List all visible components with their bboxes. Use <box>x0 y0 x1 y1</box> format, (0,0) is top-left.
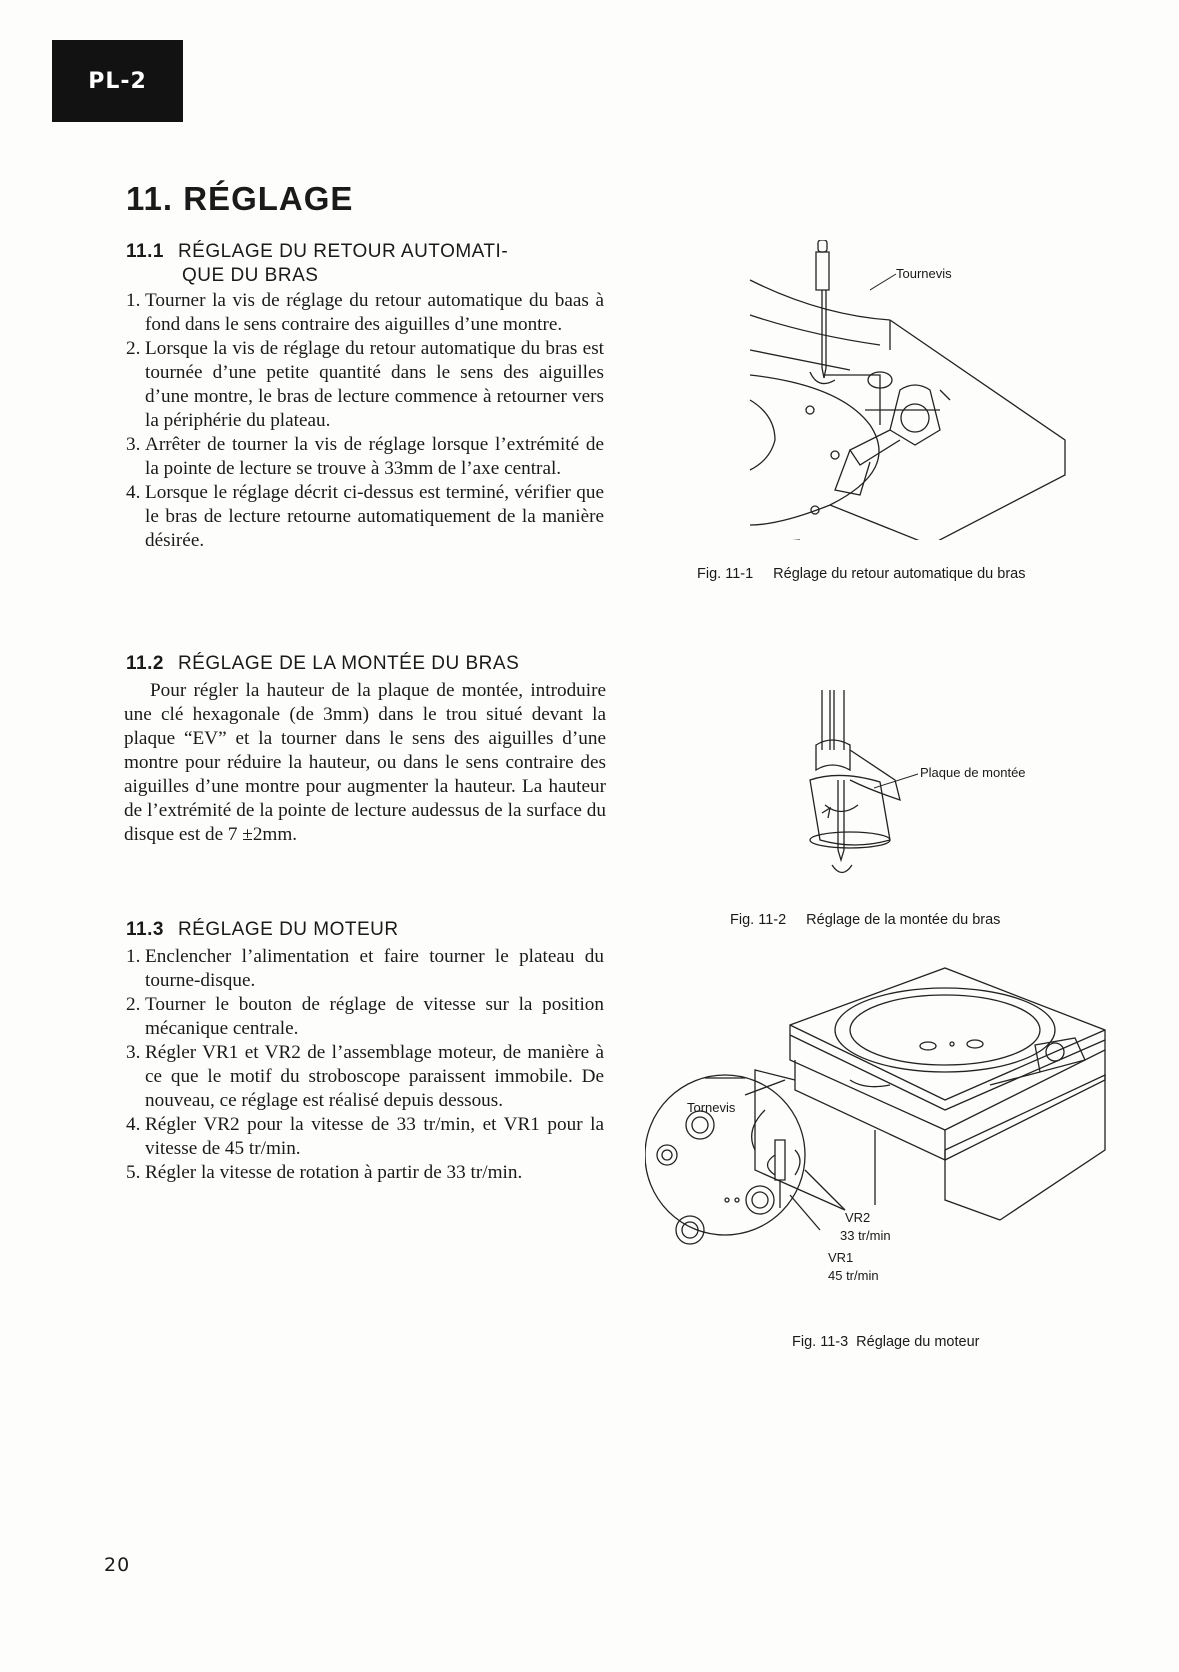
figure-number: Fig. 11-2 <box>730 912 787 928</box>
step-text: Régler VR2 pour la vitesse de 33 tr/min, et VR1 pour la vitesse de 45 tr/min. <box>145 1114 604 1159</box>
section-11-3-steps <box>126 945 604 1185</box>
step-item <box>126 433 604 481</box>
step-number: 2. <box>126 994 141 1015</box>
figure-11-3-illustration <box>645 960 1125 1320</box>
step-number: 1. <box>126 946 141 967</box>
section-11-2-title <box>126 652 606 676</box>
section-title-text: RÉGLAGE DU MOTEUR <box>177 919 399 940</box>
figure-11-3-vr2-label: VR2 <box>845 1210 871 1225</box>
step-item <box>126 1161 604 1185</box>
step-number: 4. <box>126 482 141 503</box>
step-number: 2. <box>126 338 141 359</box>
section-number: 11.2 <box>126 653 164 674</box>
step-text: Enclencher l’alimentation et faire tourner le plateau du tourne-disque. <box>145 946 604 991</box>
figure-11-3-vr1-label: VR1 <box>828 1250 854 1265</box>
section-title-text: RÉGLAGE DE LA MONTÉE DU BRAS <box>177 653 520 674</box>
step-item <box>126 289 604 337</box>
figure-11-3-screwdriver-label: Tornevis <box>687 1100 736 1115</box>
figure-number: Fig. 11-3 <box>792 1334 849 1350</box>
section-number: 11.1 <box>126 241 164 262</box>
figure-11-3-vr1-speed-label: 45 tr/min <box>828 1268 879 1283</box>
step-text: Lorsque la vis de réglage du retour automatique du bras est tournée d’une petite quantité dans le sens des aiguilles d’une montre, le bras de lecture commence à retourner vers la périphérie du plateau. <box>145 338 604 431</box>
section-11-3-title <box>126 918 606 942</box>
figure-11-1-tool-label: Tournevis <box>896 266 952 281</box>
figure-11-2-plate-label: Plaque de montée <box>920 765 1026 780</box>
section-number: 11.3 <box>126 919 164 940</box>
section-title-line2: QUE DU BRAS <box>182 265 319 286</box>
step-item <box>126 481 604 553</box>
section-11-1-steps <box>126 289 604 553</box>
step-item <box>126 993 604 1041</box>
step-item <box>126 1113 604 1161</box>
step-number: 4. <box>126 1114 141 1135</box>
page-title: 11. RÉGLAGE <box>126 180 354 217</box>
step-number: 3. <box>126 1042 141 1063</box>
step-text: Tourner la vis de réglage du retour automatique du baas à fond dans le sens contraire des aiguilles d’une montre. <box>145 290 604 335</box>
step-text: Régler VR1 et VR2 de l’assemblage moteur, de manière à ce que le motif du stroboscope paraissent immobile. De nouveau, ce réglage est réalisé depuis dessous. <box>145 1042 604 1111</box>
figure-11-2-caption <box>730 912 1000 928</box>
figure-11-3-caption <box>792 1334 979 1350</box>
step-text: Arrêter de tourner la vis de réglage lorsque l’extrémité de la pointe de lecture se trouve à 33mm de l’axe central. <box>145 434 604 479</box>
step-number: 3. <box>126 434 141 455</box>
step-item <box>126 945 604 993</box>
figure-11-2-illustration <box>800 690 930 890</box>
step-number: 5. <box>126 1162 141 1183</box>
page-number: 20 <box>104 1554 131 1576</box>
step-item <box>126 1041 604 1113</box>
model-badge: PL-2 <box>52 40 183 122</box>
figure-caption-text: Réglage du moteur <box>856 1334 980 1350</box>
section-11-2-paragraph: Pour régler la hauteur de la plaque de montée, introduire une clé hexagonale (de 3mm) dans le trou situé devant la plaque “EV” et la tourner dans le sens des aiguilles d’une montre pour réduire la hauteur, ou dans le sens contraire des aiguilles d’une montre pour augmenter la hauteur. La hauteur de l’extrémité de la pointe de lecture audessus de la surface du disque est de 7 ±2mm. <box>124 680 606 845</box>
figure-number: Fig. 11-1 <box>697 566 754 582</box>
step-text: Tourner le bouton de réglage de vitesse sur la position mécanique centrale. <box>145 994 604 1039</box>
step-text: Lorsque le réglage décrit ci-dessus est terminé, vérifier que le bras de lecture retourne automatiquement de la manière désirée. <box>145 482 604 551</box>
step-item <box>126 337 604 433</box>
leader-line <box>870 272 900 292</box>
figure-11-3-vr2-speed-label: 33 tr/min <box>840 1228 891 1243</box>
section-title-line1: RÉGLAGE DU RETOUR AUTOMATI- <box>177 241 509 262</box>
step-text: Régler la vitesse de rotation à partir de 33 tr/min. <box>145 1162 523 1183</box>
step-number: 1. <box>126 290 141 311</box>
figure-caption-text: Réglage du retour automatique du bras <box>773 566 1026 582</box>
figure-11-1-caption <box>697 566 1025 582</box>
figure-caption-text: Réglage de la montée du bras <box>806 912 1001 928</box>
section-11-1-title <box>126 240 606 288</box>
leader-line <box>874 770 924 790</box>
figure-11-1-illustration <box>740 240 1070 540</box>
